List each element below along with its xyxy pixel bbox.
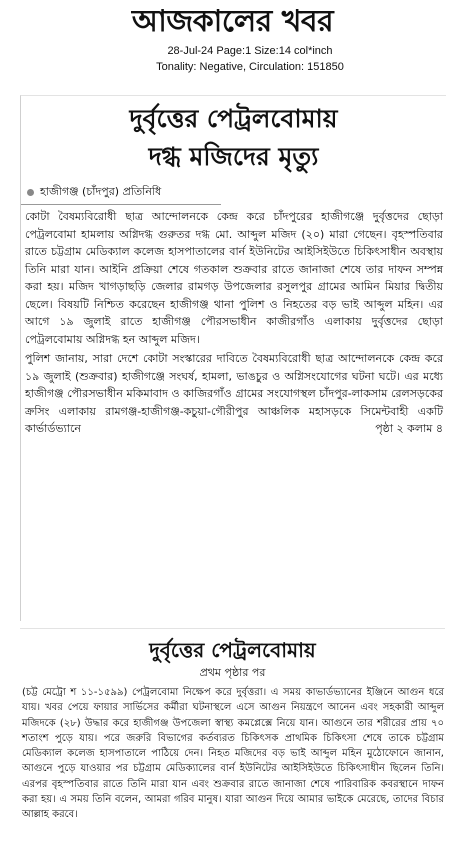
continuation-headline: দুর্বৃত্তের পেট্রলবোমায় bbox=[149, 638, 316, 662]
byline bbox=[27, 184, 161, 200]
headline-line-1: দুর্বৃত্তের পেট্রলবোমায় bbox=[129, 104, 338, 133]
masthead bbox=[0, 0, 460, 44]
article-main bbox=[20, 95, 446, 621]
clipping-meta-date-page: 28-Jul-24 Page:1 Size:14 col*inch bbox=[167, 45, 333, 57]
article-continuation bbox=[20, 628, 445, 839]
bullet-icon bbox=[27, 189, 34, 196]
headline-line-2: দগ্ধ মজিদের মৃত্যু bbox=[148, 142, 319, 171]
paragraph-2 bbox=[25, 350, 443, 438]
byline-divider bbox=[21, 204, 221, 205]
newspaper-title: আজকালের খবর bbox=[131, 4, 334, 39]
continuation-subhead: প্রথম পৃষ্ঠার পর bbox=[199, 666, 266, 679]
clipping-meta-tonality: Tonality: Negative, Circulation: 151850 bbox=[156, 61, 344, 73]
paragraph-2-text: পুলিশ জানায়, সারা দেশে কোটা সংস্কারের দাবিতে বৈষম্যবিরোধী ছাত্র আন্দোলনকে কেন্দ্র করে ১৯ জুলাই (শুক্রবার) হাজীগঞ্জে সংঘর্ষ, হামলা, ভাঙচুর ও অগ্নিসংযোগের ঘটনা ঘটে। এর মধ্যে হাজীগঞ্জ পৌরসভাধীন মকিমাবাদ ও কাজিরগাঁও গ্রামের সংযোগস্থল চাঁদপুর-লাকসাম রেলসড়কের ক্রসিং এলাকায় রামগঞ্জ-হাজীগঞ্জ-কচুয়া-গৌরীপুর আঞ্চলিক মহাসড়কে সিমেন্টবাহী একটি কার্ভার্ডভ্যানে bbox=[25, 352, 443, 435]
article-body bbox=[25, 208, 443, 438]
continued-on: পৃষ্ঠা ২ কলাম ৪ bbox=[375, 422, 443, 435]
paragraph-1: কোটা বৈষম্যবিরোধী ছাত্র আন্দোলনকে কেন্দ্র করে চাঁদপুরের হাজীগঞ্জে দুর্বৃত্তদের ছোড়া পেট্রলবোমা হামলায় অগ্নিদগ্ধ গুরুতর দগ্ধ মো. আব্দুল মজিদ (২০) মারা গেছেন। বৃহস্পতিবার রাতে চট্টগ্রাম মেডিক্যাল কলেজ হাসপাতালের বার্ন ইউনিটের আইসিইউতে চিকিৎসাধীন অবস্থায় তিনি মারা যান। আইনি প্রক্রিয়া শেষে গতকাল শুক্রবার রাতে জানাজা শেষে তার দাফন সম্পন্ন করা হয়। মজিদ খাগড়াছড়ি জেলার রামগড় উপজেলার রসুলপুর গ্রামের আমিন মিয়ার দ্বিতীয় ছেলে। বিষয়টি নিশ্চিত করেছেন হাজীগঞ্জ থানা পুলিশ ও নিহতের বড় ভাই আব্দুল মহিন। এর আগে ১৯ জুলাই রাতে হাজীগঞ্জ পৌরসভাধীন কাজীরগাঁও এলাকায় দুর্বৃত্তদের ছোড়া পেট্রলবোমায় অগ্নিদগ্ধ হন আব্দুল মজিদ। bbox=[25, 210, 443, 346]
byline-text: হাজীগঞ্জ (চাঁদপুর) প্রতিনিধি bbox=[40, 185, 162, 198]
continuation-body: (চট্ট মেট্রো শ ১১-১৫৯৯) পেট্রলবোমা নিক্ষেপ করে দুর্বৃত্তরা। এ সময় কাভার্ডভ্যানের ইঞ্জিনে আগুন ধরে যায়। খবর পেয়ে ফায়ার সার্ভিসের কর্মীরা ঘটনাস্থলে এসে আগুন নিয়ন্ত্রণে আনেন এবং সহকারী আব্দুল মজিদকে (২৮) উদ্ধার করে হাজীগঞ্জ উপজেলা স্বাস্থ্য কমপ্লেক্সে নিয়ে যান। আগুনে তার শরীরের প্রায় ৭০ শতাংশ পুড়ে যায়। পরে জরুরি বিভাগের কর্তব্যরত চিকিৎসক প্রাথমিক চিকিৎসা শেষে তাকে চট্টগ্রাম মেডিক্যাল কলেজ হাসপাতালে পাঠিয়ে দেন। নিহত মজিদের বড় ভাই আব্দুল মহিন মুঠোফোনে জানান, আগুনে পুড়ে যাওয়ার পর চট্টগ্রাম মেডিক্যালের বার্ন ইউনিটের আইসিইউতে চিকিৎসাধীন ছিলেন তিনি। এরপর বৃহস্পতিবার রাতে তিনি মারা যান এবং শুক্রবার রাতে জানাজা শেষে পারিবারিক কবরস্থানে দাফন করা হয়। এ সময় তিনি বলেন, আমরা গরিব মানুষ। যারা আগুন দিয়ে আমার ভাইকে মেরেছে, তাদের বিচার আল্লাহ করবে। bbox=[22, 687, 444, 821]
